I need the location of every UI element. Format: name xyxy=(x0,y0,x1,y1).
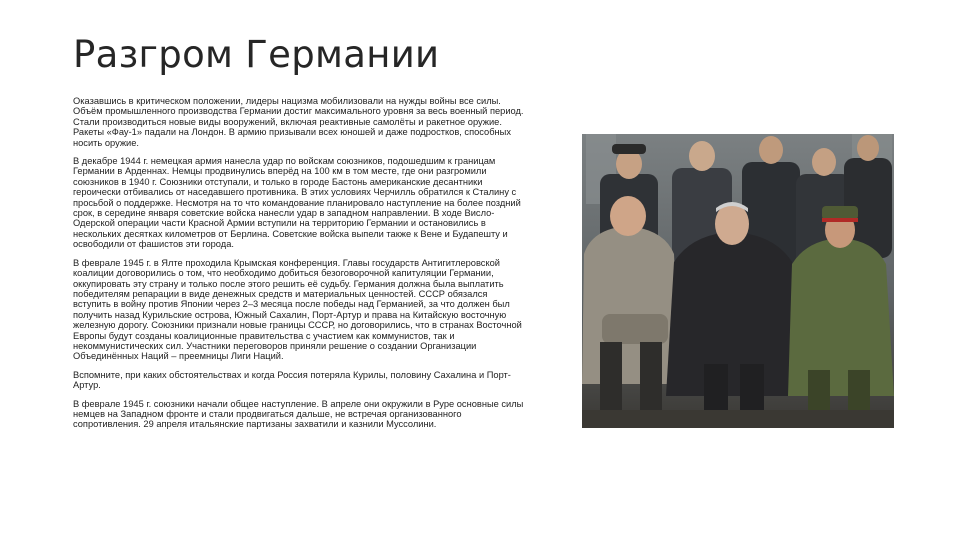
paragraph-offensive: В феврале 1945 г. союзники начали общее наступление. В апреле они окружили в Руре основные силы немцев на Западном фронте и стали продвигаться дальше, не встречая организованного сопротивления. 29 апреля итальянские партизаны захватили и казнили Муссолини. xyxy=(73,398,524,430)
slide-title: Разгром Германии xyxy=(73,33,440,76)
text-content xyxy=(73,96,525,438)
yalta-conference-photo xyxy=(582,134,894,428)
paragraph-ardennes: В декабре 1944 г. немецкая армия нанесла удар по войскам союзников, подошедшим к границам Германии в Арденнах. Немцы продвинулись вперёд на 100 км в том месте, где они разгромили союзников в 1940 г. Союзники отступали, и только в городе Бастонь американские десантники героически отбивались от наседавшего противника. В этих условиях Черчилль обратился к Сталину с просьбой о поддержке. Несмотря на то что командование планировало наступление на более поздний срок, в середине января советские войска нанесли удар в западном направлении. В ходе Висло-Одерской операции части Красной Армии вступили на территорию Германии и остановились в нескольких десятках километров от Берлина. Советские войска выпели также к Вене и Будапешту и освободили от фашистов эти города. xyxy=(73,156,521,250)
paragraph-question: Вспомните, при каких обстоятельствах и когда Россия потеряла Курилы, половину Сахалина и Порт-Артур. xyxy=(73,369,511,391)
photo-illustration xyxy=(582,134,894,428)
paragraph-mobilization: Оказавшись в критическом положении, лидеры нацизма мобилизовали на нужды войны все силы. Объём промышленного производства Германии достиг максимального уровня за весь военный период. Стали производиться новые виды вооружений, включая реактивные самолёты и ракетное оружие. Ракеты «Фау-1» падали на Лондон. В армию призывали всех юношей и даже подростков, способных носить оружие. xyxy=(73,96,524,148)
photo-ground xyxy=(582,410,894,428)
paragraph-yalta: В феврале 1945 г. в Ялте проходила Крымская конференция. Главы государств Антигитлеровской коалиции договорились о том, что необходимо добиться безоговорочной капитуляции Германии, оккупировать эту страну и только после этого решить её судьбу. Германия должна была выплатить победителям репарации в виде денежных средств и материальных ценностей. СССР обязался вступить в войну против Японии через 2–3 месяца после победы над Германией, за что должен был получить назад Курильские острова, Южный Сахалин, Порт-Артур и права на Китайскую восточную железную дорогу. Союзники признали новые границы СССР, но договорились, что в странах Восточной Европы будут созданы коалиционные правительства с участием как коммунистов, так и некоммунистических сил. Участники переговоров приняли решение о создании Организации Объединённых Наций – преемницы Лиги Наций. xyxy=(73,257,522,362)
